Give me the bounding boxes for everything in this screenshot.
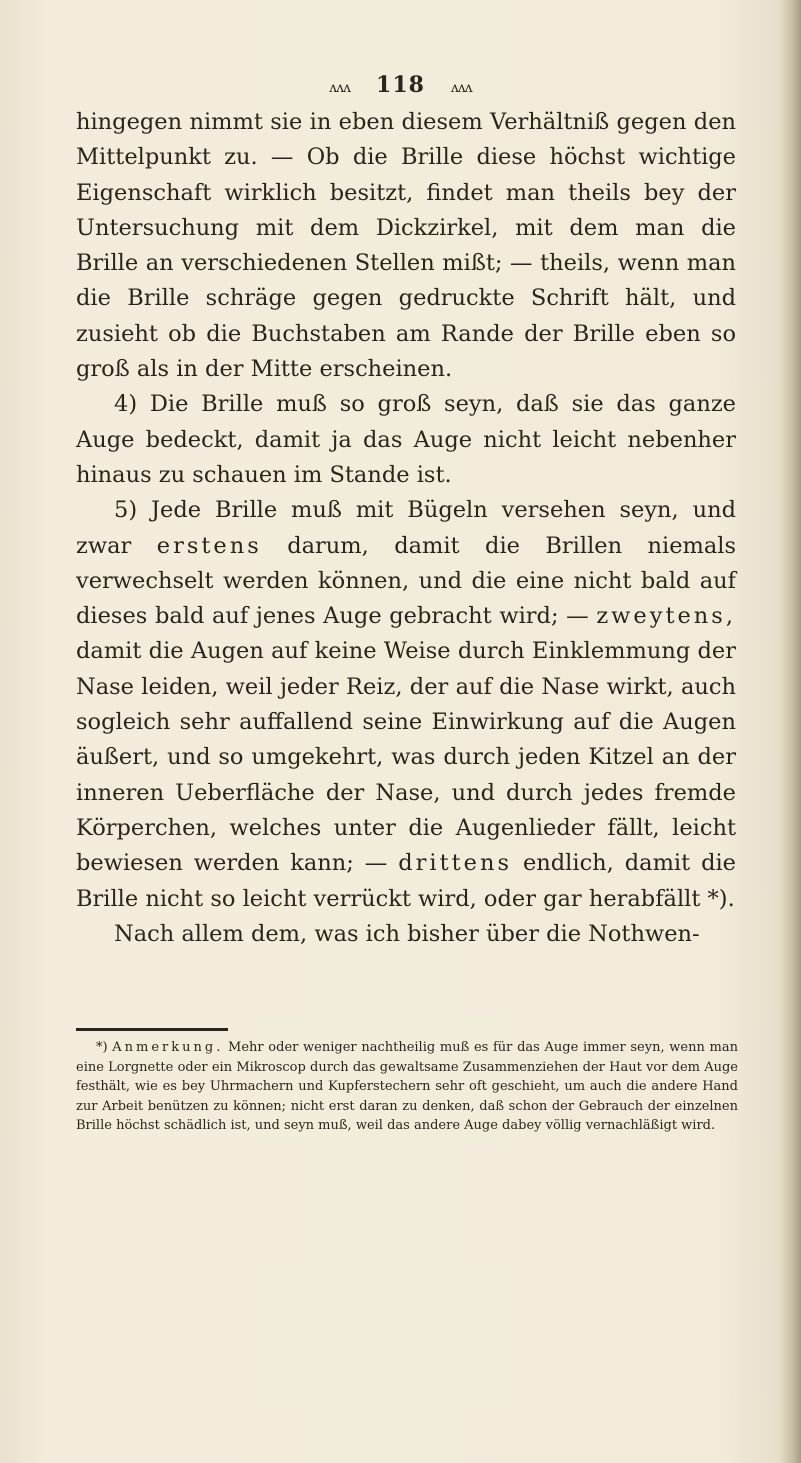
emphasis-drittens: drittens [398, 850, 513, 877]
header-ornament-right: ᴧᴧᴧ [450, 80, 472, 96]
footnote-label: Anmerkung. [112, 1040, 224, 1055]
paragraph-closing: Nach allem dem, was ich bisher über die Nothwen- [114, 920, 700, 947]
page-number: 118 [376, 72, 425, 98]
footnote [76, 1038, 738, 1136]
point-5-intro: 5) Jede Brille muß mit Bügeln versehen seyn, und zwar [76, 497, 736, 559]
paragraph-continuation: hingegen nimmt sie in eben diesem Verhältniß gegen den Mittelpunkt zu. — Ob die Brille diese höchst wichtige Eigenschaft wirklich besitzt, findet man theils bey der Untersuchung mit dem Dickzirkel, mit dem man die Brille an verschiedenen Stellen mißt; — theils, wenn man die Brille schräge gegen gedruckte Schrift hält, und zusieht ob die Buchstaben am Rande der Brille eben so groß als in der Mitte erscheinen. [76, 109, 736, 383]
page-header [0, 72, 801, 98]
emphasis-erstens: erstens [156, 532, 262, 559]
footnote-paragraph [76, 1038, 738, 1136]
page-edge-shadow [779, 0, 801, 1463]
point-5-second-reason: damit die Augen auf keine Weise durch Einklemmung der Nase leiden, weil jeder Reiz, der auf die Nase wirkt, auch sogleich sehr auffallend seine Einwirkung auf die Augen äußert, und so umgekehrt, was durch jeden Kitzel an der inneren Ueberfläche der Nase, und durch jedes fremde Körperchen, welches unter die Augenlieder fällt, leicht bewiesen werden kann; — [76, 638, 736, 877]
paragraph-point-4: 4) Die Brille muß so groß seyn, daß sie das ganze Auge bedeckt, damit ja das Auge nicht leicht nebenher hinaus zu schauen im Stande ist. [76, 391, 736, 488]
footnote-text: Mehr oder weniger nachtheilig muß es für das Auge immer seyn, wenn man eine Lorgnette oder ein Mikroscop durch das gewaltsame Zusammenziehen der Haut vor dem Auge festhält, wie es bey Uhrmachern und Kupferstechern sehr oft geschieht, um auch die andere Hand zur Arbeit benützen zu können; nicht erst daran zu denken, daß schon der Gebrauch der einzelnen Brille höchst schädlich ist, und seyn muß, weil das andere Auge dabey völlig vernachläßigt wird. [76, 1040, 738, 1134]
header-ornament-left: ᴧᴧᴧ [329, 80, 351, 96]
footnote-divider [76, 1028, 228, 1031]
emphasis-zweytens: zweytens, [596, 603, 736, 630]
footnote-marker: *) [96, 1040, 108, 1055]
main-text [76, 105, 736, 952]
paragraph-point-5 [76, 493, 736, 917]
point-5-first-reason: darum, damit die Brillen niemals verwechselt werden können, und die eine nicht bald auf dieses bald auf jenes Auge gebracht wird; — [76, 532, 737, 630]
point-5-third-reason: endlich, damit die Brille nicht so leicht verrückt wird, oder gar herabfällt *). [76, 850, 736, 912]
